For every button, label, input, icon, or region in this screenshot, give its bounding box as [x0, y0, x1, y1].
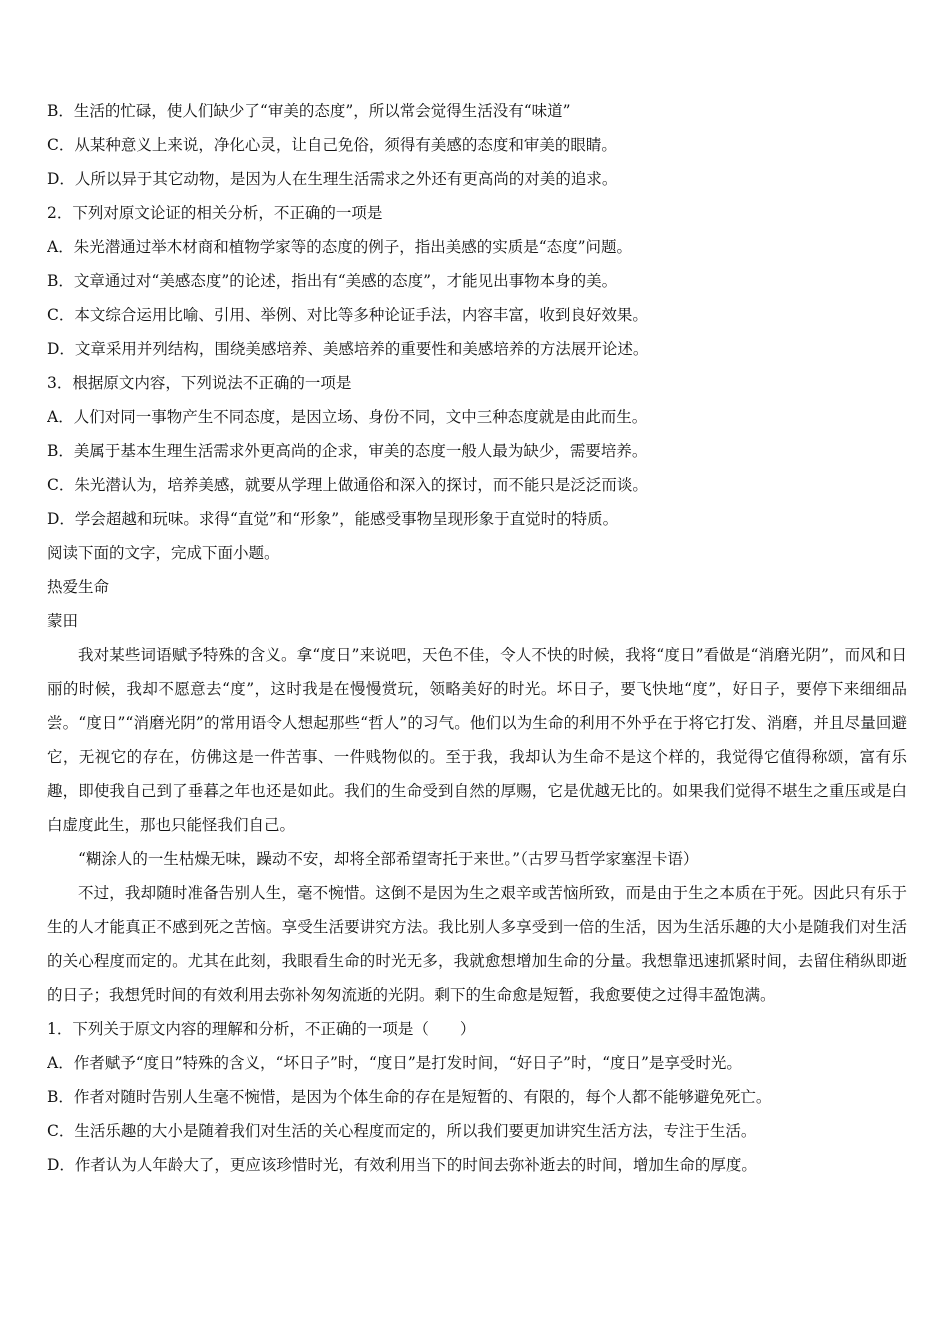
article-paragraph-2: 不过，我却随时准备告别人生，毫不惋惜。这倒不是因为生之艰辛或苦恼所致，而是由于生之本质在于死。因此只有乐于生的人才能真正不感到死之苦恼。享受生活要讲究方法。我比别人多享受到一倍的生活，因为生活乐趣的大小是随我们对生活的关心程度而定的。尤其在此刻，我眼看生命的时光无多，我就愈想增加生命的分量。我想靠迅速抓紧时间，去留住稍纵即逝的日子；我想凭时间的有效利用去弥补匆匆流逝的光阴。剩下的生命愈是短暂，我愈要使之过得丰盈饱满。	[47, 884, 907, 1004]
q2-option-c: C．本文综合运用比喻、引用、举例、对比等多种论证手法，内容丰富，收到良好效果。	[47, 306, 648, 324]
q1-option-c: C．生活乐趣的大小是随着我们对生活的关心程度而定的，所以我们要更加讲究生活方法，专注于生活。	[47, 1122, 757, 1140]
option-d-line: D．人所以异于其它动物，是因为人在生理生活需求之外还有更高尚的对美的追求。	[47, 170, 618, 188]
q2-option-b: B．文章通过对“美感态度”的论述，指出有“美感的态度”，才能见出事物本身的美。	[47, 272, 618, 290]
document-page	[47, 94, 907, 1182]
q3-option-c: C．朱光潜认为，培养美感，就要从学理上做通俗和深入的探讨，而不能只是泛泛而谈。	[47, 476, 648, 494]
q1-option-d: D．作者认为人年龄大了，更应该珍惜时光，有效利用当下的时间去弥补逝去的时间，增加生命的厚度。	[47, 1156, 757, 1174]
article-author: 蒙田	[47, 612, 79, 630]
q1-option-b: B．作者对随时告别人生毫不惋惜，是因为个体生命的存在是短暂的、有限的，每个人都不能够避免死亡。	[47, 1088, 772, 1106]
q1-option-a: A．作者赋予“度日”特殊的含义，“坏日子”时，“度日”是打发时间，“好日子”时，“度日”是享受时光。	[47, 1054, 742, 1072]
article-paragraph-1: 我对某些词语赋予特殊的含义。拿“度日”来说吧，天色不佳，令人不快的时候，我将“度日”看做是“消磨光阴”，而风和日丽的时候，我却不愿意去“度”，这时我是在慢慢赏玩，领略美好的时光。坏日子，要飞快地“度”，好日子，要停下来细细品尝。“度日”“消磨光阴”的常用语令人想起那些“哲人”的习气。他们以为生命的利用不外乎在于将它打发、消磨，并且尽量回避它，无视它的存在，仿佛这是一件苦事、一件贱物似的。至于我，我却认为生命不是这个样的，我觉得它值得称颂，富有乐趣，即使我自己到了垂暮之年也还是如此。我们的生命受到自然的厚赐，它是优越无比的。如果我们觉得不堪生之重压或是白白虚度此生，那也只能怪我们自己。	[47, 646, 907, 834]
question-3-stem: 3．根据原文内容，下列说法不正确的一项是	[47, 374, 352, 392]
q2-option-a: A．朱光潜通过举木材商和植物学家等的态度的例子，指出美感的实质是“态度”问题。	[47, 238, 633, 256]
q3-option-d: D．学会超越和玩味。求得“直觉”和“形象”，能感受事物呈现形象于直觉时的特质。	[47, 510, 619, 528]
question-1-stem: 1．下列关于原文内容的理解和分析，不正确的一项是（ ）	[47, 1020, 476, 1038]
q2-option-d: D．文章采用并列结构，围绕美感培养、美感培养的重要性和美感培养的方法展开论述。	[47, 340, 649, 358]
article-quote: “糊涂人的一生枯燥无味，躁动不安，却将全部希望寄托于来世。”（古罗马哲学家塞涅卡语）	[78, 850, 699, 868]
option-b-line: B．生活的忙碌，使人们缺少了“审美的态度”，所以常会觉得生活没有“味道”	[47, 102, 571, 120]
q3-option-b: B．美属于基本生理生活需求外更高尚的企求，审美的态度一般人最为缺少，需要培养。	[47, 442, 648, 460]
option-c-line: C．从某种意义上来说，净化心灵，让自己免俗，须得有美感的态度和审美的眼睛。	[47, 136, 617, 154]
reading-instruction: 阅读下面的文字，完成下面小题。	[47, 544, 280, 562]
question-2-stem: 2．下列对原文论证的相关分析，不正确的一项是	[47, 204, 383, 222]
article-title: 热爱生命	[47, 578, 110, 596]
q3-option-a: A．人们对同一事物产生不同态度，是因立场、身份不同，文中三种态度就是由此而生。	[47, 408, 648, 426]
